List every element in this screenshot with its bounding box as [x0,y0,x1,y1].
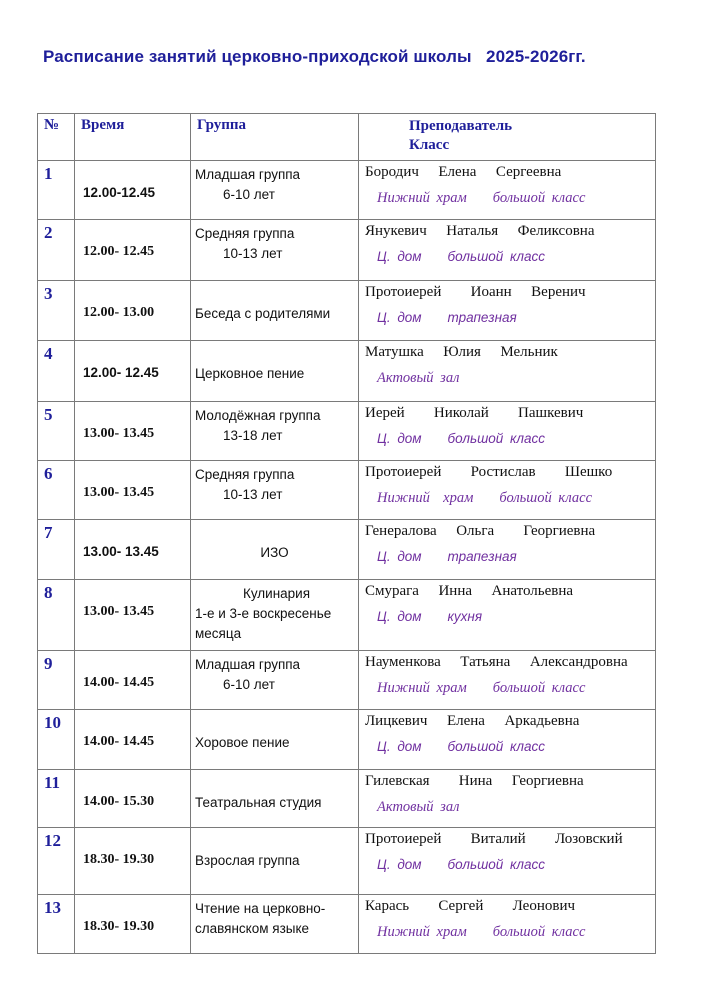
table-row [38,770,656,828]
building-name: Ц. дом [377,739,422,754]
room-name: большой класс [447,857,546,872]
cell-num [38,402,75,461]
time-range: 12.00-12.45 [83,185,156,200]
cell-num [38,580,75,651]
room-name: большой класс [499,490,593,506]
cell-group [191,461,359,520]
building-name: Актовый зал [377,370,460,386]
row-number: 9 [44,654,53,673]
cell-teacher [359,895,656,954]
teacher-name: Протоиерей Виталий Лозовский [365,831,623,847]
row-number: 12 [44,831,61,850]
building-name: Ц. дом [377,249,422,264]
time-range: 14.00- 14.45 [83,734,155,749]
building-name: Нижний храм [377,490,474,506]
cell-time [75,461,191,520]
table-row [38,281,656,341]
cell-teacher [359,281,656,341]
cell-time [75,580,191,651]
cell-teacher [359,770,656,828]
teacher-name: Протоиерей Ростислав Шешко [365,464,613,480]
building-name: Нижний храм [377,924,467,940]
cell-time [75,651,191,710]
room-name: большой класс [492,680,586,696]
header-room-label: Класс [409,137,450,153]
cell-teacher [359,520,656,580]
building-name: Ц. дом [377,857,422,872]
cell-group [191,651,359,710]
teacher-name: Лицкевич Елена Аркадьевна [365,713,580,729]
schedule-table [37,113,656,954]
room-location [359,540,655,564]
group-detail: 13-18 лет [223,428,283,443]
group-detail: 1-е и 3-е воскресенье месяца [195,606,332,641]
group-name: Средняя группа [195,226,295,241]
group-detail: 10-13 лет [223,487,283,502]
row-number: 6 [44,464,53,483]
teacher-name: Науменкова Татьяна Александровна [365,654,628,670]
teacher-name: Генералова Ольга Георгиевна [365,523,596,539]
table-row [38,161,656,220]
cell-num [38,828,75,895]
room-location [359,240,655,264]
cell-time [75,341,191,402]
time-range: 18.30- 19.30 [83,852,155,867]
time-range: 13.00- 13.45 [83,604,155,619]
group-name: Средняя группа [195,467,295,482]
room-name: большой класс [447,739,546,754]
building-name: Ц. дом [377,549,422,564]
cell-time [75,220,191,281]
time-range: 13.00- 13.45 [83,426,155,441]
room-name: большой класс [492,190,586,206]
group-name: Беседа с родителями [195,306,331,321]
cell-group [191,828,359,895]
group-name: ИЗО [260,545,289,560]
header-teacher-label: Преподаватель [409,118,513,134]
building-name: Ц. дом [377,609,422,624]
cell-time [75,828,191,895]
time-range: 12.00- 12.45 [83,365,159,380]
group-detail: 6-10 лет [223,187,275,202]
time-range: 13.00- 13.45 [83,485,155,500]
row-number: 1 [44,164,53,183]
cell-group [191,161,359,220]
header-num: № [38,114,75,161]
cell-group [191,402,359,461]
room-location [359,301,655,325]
group-name: Младшая группа [195,657,301,672]
time-range: 12.00- 13.00 [83,305,155,320]
table-row [38,520,656,580]
row-number: 3 [44,284,53,303]
cell-group [191,580,359,651]
teacher-name: Гилевская Нина Георгиевна [365,773,584,789]
cell-group [191,341,359,402]
group-name: Взрослая группа [195,853,300,868]
cell-group [191,220,359,281]
group-name: Театральная студия [195,795,322,810]
teacher-name: Карась Сергей Леонович [365,898,576,914]
group-detail: славянском языке [195,921,310,936]
table-row [38,895,656,954]
row-number: 13 [44,898,61,917]
room-location [359,848,655,872]
cell-group [191,895,359,954]
time-range: 14.00- 14.45 [83,675,155,690]
row-number: 11 [44,773,61,792]
room-location [359,730,655,754]
cell-time [75,161,191,220]
cell-num [38,520,75,580]
teacher-name: Иерей Николай Пашкевич [365,405,584,421]
cell-teacher [359,161,656,220]
cell-group [191,710,359,770]
cell-num [38,341,75,402]
room-location [359,600,655,624]
page-title: Расписание занятий церковно-приходской школы 2025-2026гг. [43,47,586,66]
group-name: Кулинария [242,586,311,601]
time-range: 13.00- 13.45 [83,544,159,559]
cell-teacher [359,341,656,402]
teacher-name: Матушка Юлия Мельник [365,344,558,360]
table-row [38,828,656,895]
room-name: трапезная [447,549,517,564]
time-range: 12.00- 12.45 [83,244,155,259]
row-number: 10 [44,713,61,732]
cell-num [38,161,75,220]
cell-time [75,710,191,770]
room-location [359,671,655,697]
table-row [38,220,656,281]
time-range: 18.30- 19.30 [83,919,155,934]
time-range: 14.00- 15.30 [83,794,155,809]
room-name: большой класс [447,431,546,446]
group-name: Хоровое пение [195,735,290,750]
cell-num [38,710,75,770]
cell-time [75,520,191,580]
room-location [359,361,655,387]
cell-group [191,770,359,828]
header-time: Время [75,114,191,161]
cell-time [75,895,191,954]
room-location [359,422,655,446]
table-row [38,710,656,770]
teacher-name: Протоиерей Иоанн Веренич [365,284,586,300]
cell-time [75,402,191,461]
room-name: большой класс [447,249,546,264]
cell-teacher [359,651,656,710]
cell-num [38,461,75,520]
cell-num [38,281,75,341]
cell-time [75,770,191,828]
teacher-name: Смурага Инна Анатольевна [365,583,574,599]
building-name: Ц. дом [377,310,422,325]
row-number: 7 [44,523,53,542]
building-name: Нижний храм [377,680,467,696]
room-name: большой класс [492,924,586,940]
table-row [38,651,656,710]
room-location [359,481,655,507]
cell-teacher [359,402,656,461]
cell-teacher [359,220,656,281]
table-row [38,341,656,402]
cell-num [38,770,75,828]
group-name: Младшая группа [195,167,301,182]
row-number: 2 [44,223,53,242]
table-row [38,402,656,461]
room-location [359,181,655,207]
teacher-name: Янукевич Наталья Феликсовна [365,223,595,239]
group-detail: 10-13 лет [223,246,283,261]
table-row [38,461,656,520]
header-teacher [359,114,656,161]
building-name: Актовый зал [377,799,460,815]
room-name: кухня [447,609,483,624]
group-name: Чтение на церковно- [195,901,326,916]
room-location [359,790,655,816]
cell-teacher [359,461,656,520]
cell-num [38,220,75,281]
building-name: Ц. дом [377,431,422,446]
group-name: Молодёжная группа [195,408,321,423]
building-name: Нижний храм [377,190,467,206]
row-number: 8 [44,583,53,602]
table-row [38,580,656,651]
cell-num [38,895,75,954]
teacher-name: Бородич Елена Сергеевна [365,164,562,180]
cell-group [191,520,359,580]
cell-num [38,651,75,710]
group-detail: 6-10 лет [223,677,275,692]
cell-teacher [359,710,656,770]
table-header-row [38,114,656,161]
cell-teacher [359,828,656,895]
header-group: Группа [191,114,359,161]
row-number: 4 [44,344,53,363]
room-location [359,915,655,941]
cell-time [75,281,191,341]
room-name: трапезная [447,310,517,325]
cell-group [191,281,359,341]
cell-teacher [359,580,656,651]
row-number: 5 [44,405,53,424]
group-name: Церковное пение [195,366,305,381]
